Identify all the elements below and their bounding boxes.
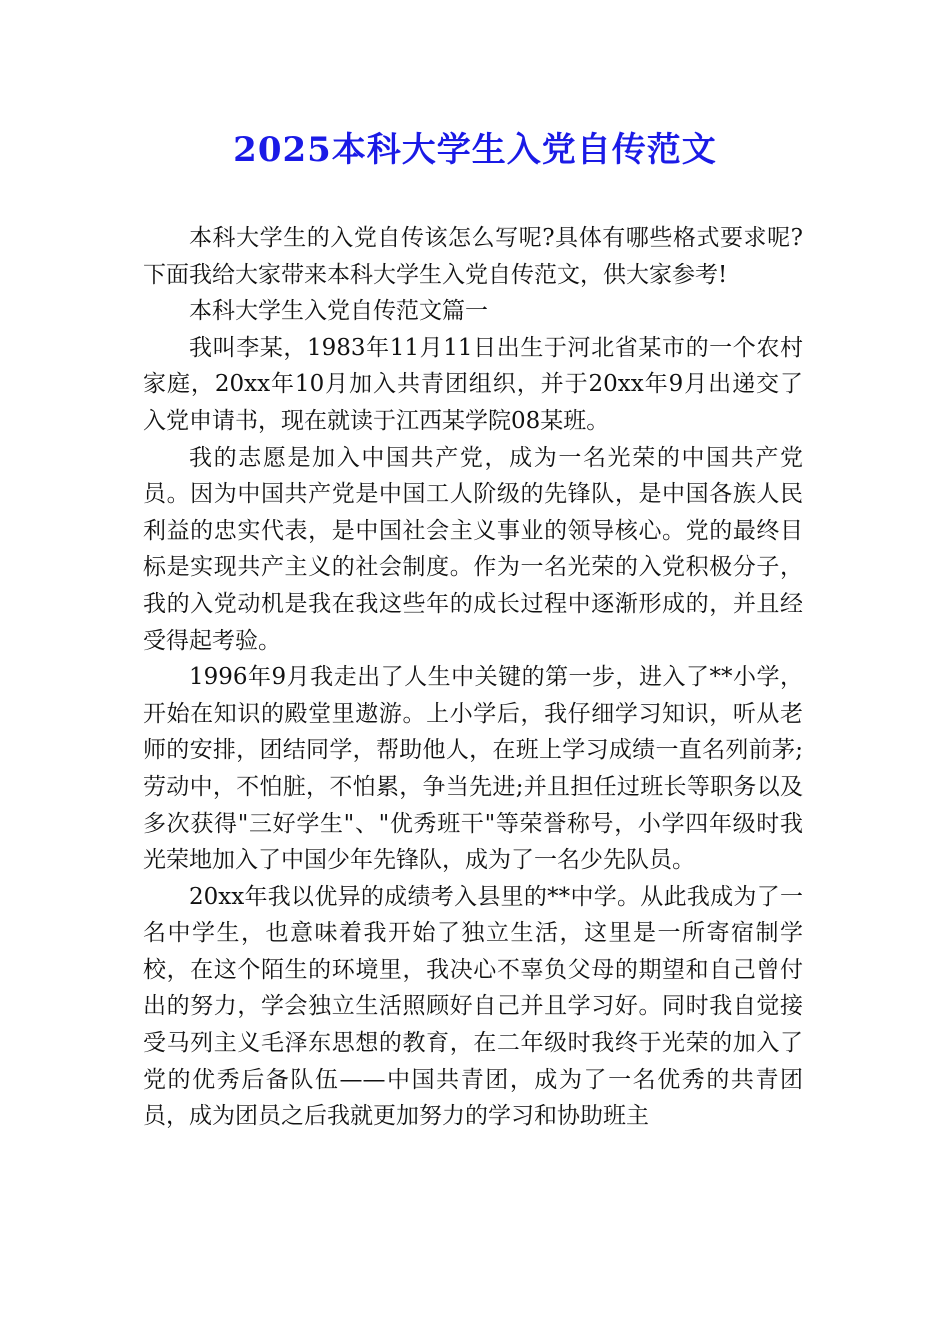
document-body <box>143 220 803 1135</box>
document-title: 2025本科大学生入党自传范文 <box>233 130 717 170</box>
paragraph-aspiration: 我的志愿是加入中国共产党，成为一名光荣的中国共产党员。因为中国共产党是中国工人阶级的先锋队，是中国各族人民利益的忠实代表，是中国社会主义事业的领导核心。党的最终目标是实现共产主义的社会制度。作为一名光荣的入党积极分子，我的入党动机是我在我这些年的成长过程中逐渐形成的，并且经受得起考验。 <box>143 444 803 654</box>
paragraph-section-heading: 本科大学生入党自传范文篇一 <box>189 298 488 325</box>
paragraph-primary-school: 1996年9月我走出了人生中关键的第一步，进入了**小学，开始在知识的殿堂里遨游。上小学后，我仔细学习知识，听从老师的安排，团结同学，帮助他人，在班上学习成绩一直名列前茅;劳动中，不怕脏，不怕累，争当先进;并且担任过班长等职务以及多次获得"三好学生"、"优秀班干"等荣誉称号，小学四年级时我光荣地加入了中国少年先锋队，成为了一名少先队员。 <box>143 664 803 874</box>
paragraph-personal-info: 我叫李某，1983年11月11日出生于河北省某市的一个农村家庭，20xx年10月加入共青团组织，并于20xx年9月出递交了入党申请书，现在就读于江西某学院08某班。 <box>143 334 803 434</box>
paragraph-middle-school: 20xx年我以优异的成绩考入县里的**中学。从此我成为了一名中学生，也意味着我开始了独立生活，这里是一所寄宿制学校，在这个陌生的环境里，我决心不辜负父母的期望和自己曾付出的努力，学会独立生活照顾好自己并且学习好。同时我自觉接受马列主义毛泽东思想的教育，在二年级时我终于光荣的加入了党的优秀后备队伍——中国共青团，成为了一名优秀的共青团员，成为团员之后我就更加努力的学习和协助班主 <box>143 883 803 1130</box>
paragraph-intro: 本科大学生的入党自传该怎么写呢?具体有哪些格式要求呢?下面我给大家带来本科大学生入党自传范文，供大家参考! <box>143 225 803 288</box>
